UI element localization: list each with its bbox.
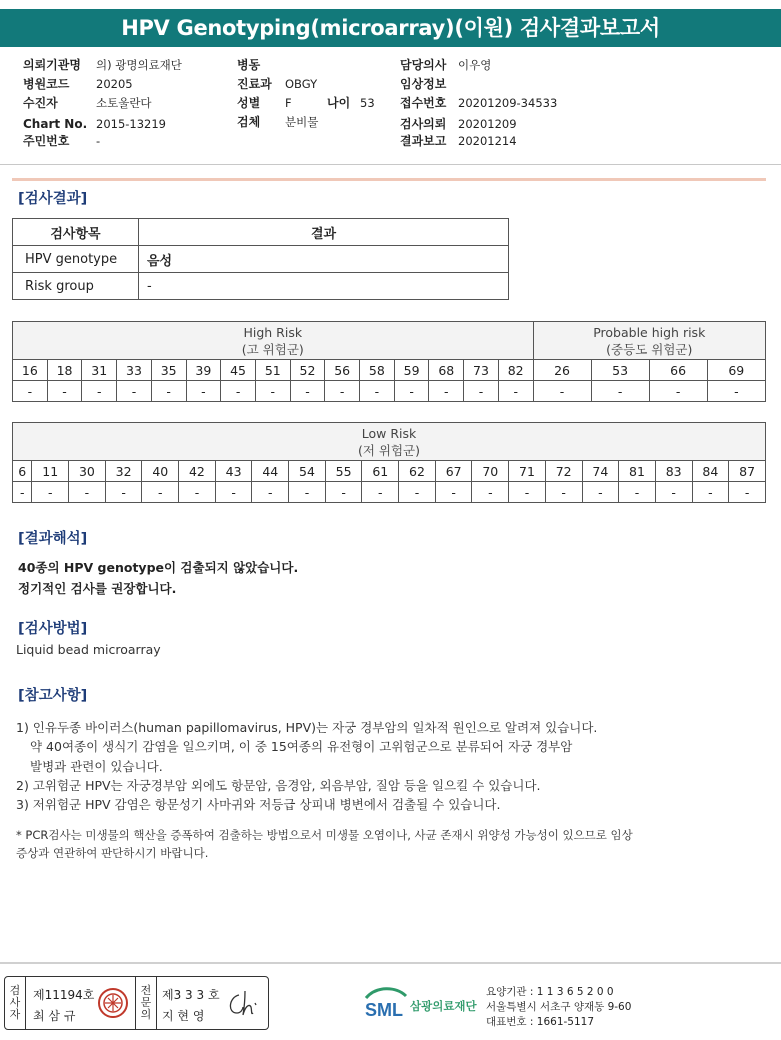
low-risk-table (12, 422, 766, 503)
genotype-value: - (82, 381, 117, 402)
genotype-value: - (582, 482, 619, 503)
genotype-label: 30 (69, 461, 106, 482)
genotype-label: 62 (399, 461, 436, 482)
result-table (12, 218, 509, 300)
specialist-name: 지 현 영 (162, 1009, 205, 1023)
genotype-label: 44 (252, 461, 289, 482)
genotype-value: - (32, 482, 69, 503)
table-row (13, 381, 766, 402)
genotype-value: - (692, 482, 729, 503)
genotype-label: 59 (394, 360, 429, 381)
result-value: 음성 (139, 246, 509, 273)
genotype-label: 56 (325, 360, 360, 381)
examiner-label: 검사자 (9, 984, 21, 1021)
genotype-value: - (533, 381, 591, 402)
genotype-value: - (325, 381, 360, 402)
genotype-value: - (509, 482, 546, 503)
list-item: 약 40여종이 생식기 감염을 일으키며, 이 중 15여종의 유전형이 고위험군으로 분류되어 자궁 경부암 (30, 739, 573, 755)
genotype-value: - (13, 482, 32, 503)
genotype-label: 31 (82, 360, 117, 381)
header-field: 의뢰기관명 의) 광명의료재단 (23, 58, 182, 72)
divider (156, 977, 157, 1029)
genotype-label: 51 (255, 360, 290, 381)
header-field: 병원코드 20205 (23, 77, 133, 91)
genotype-label: 35 (151, 360, 186, 381)
divider (135, 977, 136, 1029)
genotype-value: - (435, 482, 472, 503)
genotype-value: - (729, 482, 766, 503)
genotype-label: 39 (186, 360, 221, 381)
section-interpretation-heading: [결과해석] (18, 531, 88, 547)
header-field: 진료과 OBGY (237, 77, 318, 91)
high-risk-group-header: High Risk (고 위험군) (13, 322, 534, 360)
genotype-value: - (47, 381, 82, 402)
genotype-label: 40 (142, 461, 179, 482)
list-item: 3) 저위험군 HPV 감염은 항문성기 사마귀와 저등급 상피내 병변에서 검출될 수 있습니다. (16, 797, 501, 813)
signature-icon (225, 989, 261, 1019)
genotype-label: 66 (649, 360, 707, 381)
section-result-heading: [검사결과] (18, 191, 88, 207)
genotype-value: - (394, 381, 429, 402)
list-item: 2) 고위험군 HPV는 자궁경부암 외에도 항문암, 음경암, 외음부암, 질암 등을 일으킬 수 있습니다. (16, 777, 541, 793)
result-item: Risk group (13, 273, 139, 300)
table-row (13, 482, 766, 503)
genotype-label: 73 (464, 360, 499, 381)
method-text: Liquid bead microarray (16, 642, 161, 657)
report-title: HPV Genotyping(microarray)(이원) 검사결과보고서 (0, 9, 781, 47)
interpretation-text: 40종의 HPV genotype이 검출되지 않았습니다. 정기적인 검사를 권장합니다. (18, 560, 299, 596)
header-field: 검사의뢰 20201209 (400, 117, 517, 131)
genotype-label: 55 (325, 461, 362, 482)
genotype-label: 74 (582, 461, 619, 482)
genotype-value: - (325, 482, 362, 503)
genotype-label: 45 (221, 360, 256, 381)
genotype-value: - (179, 482, 216, 503)
divider (25, 977, 26, 1029)
genotype-label: 11 (32, 461, 69, 482)
genotype-label: 33 (117, 360, 152, 381)
genotype-value: - (290, 381, 325, 402)
genotype-label: 81 (619, 461, 656, 482)
genotype-label: 32 (105, 461, 142, 482)
footer-divider (0, 962, 781, 964)
examiner-name: 최 삼 규 (33, 1009, 76, 1023)
genotype-label: 82 (498, 360, 533, 381)
genotype-value: - (69, 482, 106, 503)
genotype-label: 70 (472, 461, 509, 482)
section-notes-heading: [참고사항] (18, 688, 88, 704)
genotype-label: 53 (591, 360, 649, 381)
genotype-value: - (142, 482, 179, 503)
sml-logo-icon (362, 986, 410, 1022)
header-field: Chart No. 2015-13219 (23, 117, 166, 131)
genotype-label: 67 (435, 461, 472, 482)
header-field: 병동 (237, 58, 261, 72)
result-header-result: 결과 (139, 219, 509, 246)
genotype-value: - (545, 482, 582, 503)
genotype-label: 16 (13, 360, 48, 381)
genotype-value: - (362, 482, 399, 503)
genotype-value: - (649, 381, 707, 402)
genotype-value: - (289, 482, 326, 503)
genotype-label: 42 (179, 461, 216, 482)
header-field: 나이 53 (327, 96, 375, 110)
genotype-value: - (498, 381, 533, 402)
section-method-heading: [검사방법] (18, 621, 88, 637)
seal-icon (97, 987, 129, 1019)
signature-box (4, 976, 269, 1030)
high-risk-table (12, 321, 766, 402)
genotype-value: - (252, 482, 289, 503)
genotype-value: - (591, 381, 649, 402)
table-row (13, 246, 509, 273)
notes-list (16, 718, 597, 814)
genotype-label: 61 (362, 461, 399, 482)
genotype-label: 68 (429, 360, 464, 381)
header-divider (0, 164, 781, 165)
genotype-value: - (399, 482, 436, 503)
footnote: * PCR검사는 미생물의 핵산을 증폭하여 검출하는 방법으로서 미생물 오염이나, 사균 존재시 위양성 가능성이 있으므로 임상 증상과 연관하여 판단하시기 바랍니다. (16, 828, 633, 860)
header-field: 수진자 소토울란다 (23, 96, 152, 110)
header-field: 접수번호 20201209-34533 (400, 96, 558, 110)
institution-info: 요양기관 : 1 1 3 6 5 2 0 0 서울특별시 서초구 양재동 9-60 대표번호 : 1661-5117 (486, 986, 632, 1028)
genotype-value: - (13, 381, 48, 402)
table-row (13, 273, 509, 300)
svg-text:SML: SML (365, 1000, 403, 1020)
genotype-label: 18 (47, 360, 82, 381)
genotype-value: - (186, 381, 221, 402)
genotype-value: - (255, 381, 290, 402)
genotype-value: - (655, 482, 692, 503)
genotype-label: 72 (545, 461, 582, 482)
genotype-label: 69 (707, 360, 765, 381)
genotype-value: - (221, 381, 256, 402)
accent-divider (12, 178, 766, 181)
genotype-value: - (619, 482, 656, 503)
genotype-value: - (117, 381, 152, 402)
genotype-value: - (472, 482, 509, 503)
genotype-value: - (151, 381, 186, 402)
result-header-item: 검사항목 (13, 219, 139, 246)
genotype-value: - (105, 482, 142, 503)
genotype-label: 6 (13, 461, 32, 482)
genotype-label: 26 (533, 360, 591, 381)
examiner-license: 제11194호 (33, 988, 95, 1002)
genotype-label: 83 (655, 461, 692, 482)
header-field: 결과보고 20201214 (400, 134, 517, 148)
header-field: 담당의사 이우영 (400, 58, 492, 72)
genotype-value: - (429, 381, 464, 402)
genotype-label: 54 (289, 461, 326, 482)
low-risk-group-header: Low Risk (저 위험군) (13, 423, 766, 461)
specialist-license: 제3 3 3 호 (162, 988, 220, 1002)
specialist-label: 전문의 (140, 984, 152, 1021)
genotype-label: 87 (729, 461, 766, 482)
genotype-label: 71 (509, 461, 546, 482)
header-field: 주민번호 - (23, 134, 101, 148)
header-field: 검체 분비물 (237, 115, 319, 129)
header-field: 임상정보 (400, 77, 447, 91)
list-item: 1) 인유두종 바이러스(human papillomavirus, HPV)는 자궁 경부암의 일차적 원인으로 알려져 있습니다. (16, 720, 598, 735)
genotype-value: - (707, 381, 765, 402)
genotype-value: - (360, 381, 395, 402)
probable-high-risk-group-header: Probable high risk (중등도 위험군) (533, 322, 765, 360)
result-item: HPV genotype (13, 246, 139, 273)
genotype-label: 58 (360, 360, 395, 381)
genotype-value: - (215, 482, 252, 503)
genotype-label: 84 (692, 461, 729, 482)
genotype-value: - (464, 381, 499, 402)
header-field: 성별 F (237, 96, 292, 110)
result-value: - (139, 273, 509, 300)
institution-name: 삼광의료재단 (410, 999, 477, 1013)
table-row (13, 360, 766, 381)
genotype-label: 43 (215, 461, 252, 482)
genotype-label: 52 (290, 360, 325, 381)
table-row (13, 461, 766, 482)
list-item: 발병과 관련이 있습니다. (30, 758, 163, 774)
